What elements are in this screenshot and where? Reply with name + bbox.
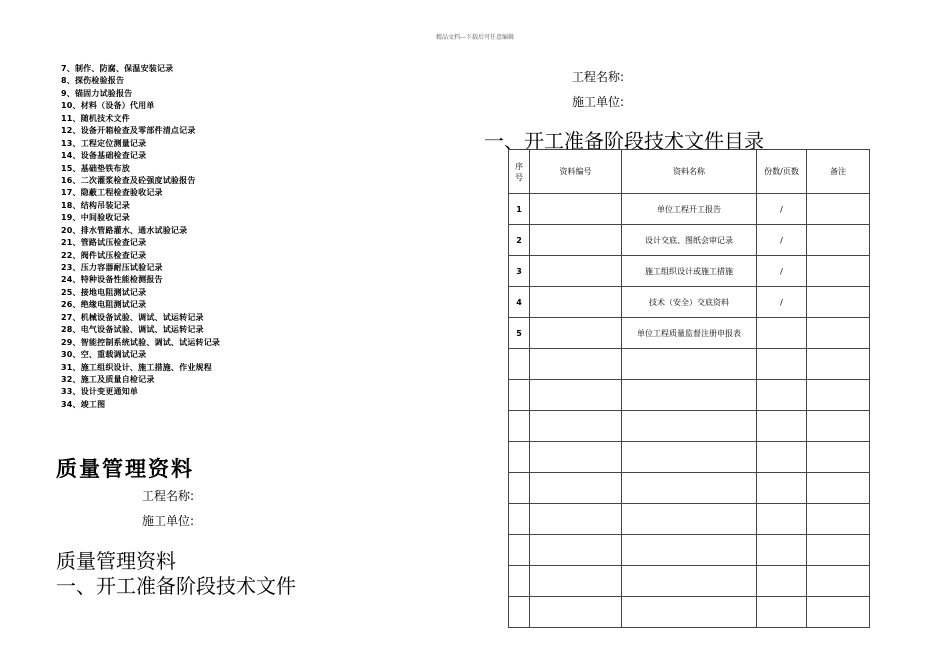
toc-cell-index: 1 [509,194,530,225]
list-item: 21、管路试压检查记录 [61,238,147,248]
list-item: 8、探伤检验报告 [61,76,125,86]
toc-cell-name: 单位工程开工报告 [622,194,757,225]
list-item: 16、二次灌浆检查及砼强度试验报告 [61,175,196,185]
toc-cell-code [530,442,622,473]
table-row [509,256,870,287]
table-row [509,194,870,225]
list-item: 29、智能控制系统试验、调试、试运转记录 [61,337,221,347]
toc-cell-index [509,535,530,566]
table-row [509,225,870,256]
toc-cell-count [757,442,807,473]
toc-cell-name [622,380,757,411]
toc-cell-name [622,349,757,380]
right-construction-unit-label: 施工单位: [572,95,625,109]
toc-cell-code [530,504,622,535]
toc-cell-count [757,597,807,628]
list-item: 30、空、重载调试记录 [61,350,147,360]
toc-cell-name: 设计交底、图纸会审记录 [622,225,757,256]
list-item: 18、结构吊装记录 [61,200,130,210]
toc-header-note: 备注 [807,150,870,194]
table-row [509,411,870,442]
table-row [509,349,870,380]
table-row [509,318,870,349]
toc-cell-count: / [757,194,807,225]
toc-cell-count [757,504,807,535]
toc-cell-count [757,473,807,504]
toc-cell-index [509,411,530,442]
toc-cell-name [622,504,757,535]
toc-header-count: 份数/页数 [757,150,807,194]
toc-cell-note [807,256,870,287]
list-item: 33、设计变更通知单 [61,387,139,397]
left-construction-unit-label: 施工单位: [142,514,195,528]
list-item: 23、压力容器耐压试验记录 [61,263,163,272]
list-item: 27、机械设备试验、调试、试运转记录 [61,312,204,322]
list-item: 7、制作、防腐、保温安装记录 [61,64,174,73]
toc-cell-count: / [757,225,807,256]
list-item: 25、接地电阻测试记录 [61,287,147,297]
toc-cell-index [509,349,530,380]
left-section-heading: 一、开工准备阶段技术文件 [56,574,296,598]
table-row [509,504,870,535]
list-item: 31、施工组织设计、施工措施、作业规程 [61,362,212,372]
list-item: 28、电气设备试验、调试、试运转记录 [61,325,204,335]
table-row [509,380,870,411]
table-row [509,287,870,318]
list-item: 20、排水管路灌水、通水试验记录 [61,225,188,235]
toc-cell-count [757,566,807,597]
record-list [61,63,220,411]
toc-cell-index [509,442,530,473]
list-item: 26、绝缘电阻测试记录 [61,300,147,310]
toc-cell-note [807,442,870,473]
toc-cell-note [807,597,870,628]
toc-cell-code [530,380,622,411]
toc-cell-note [807,504,870,535]
toc-cell-code [530,566,622,597]
list-item: 13、工程定位测量记录 [61,138,147,148]
toc-cell-note [807,535,870,566]
toc-cell-name: 技术（安全）交底资料 [622,287,757,318]
toc-cell-code [530,535,622,566]
list-item: 32、施工及质量自检记录 [61,374,155,384]
toc-cell-name [622,597,757,628]
toc-cell-count [757,349,807,380]
toc-header-name: 资料名称 [622,150,757,194]
toc-header-code: 资料编号 [530,150,622,194]
toc-cell-count [757,411,807,442]
toc-cell-note [807,473,870,504]
toc-cell-note [807,349,870,380]
quality-docs-title: 质量管理资料 [56,457,194,481]
list-item: 24、特种设备性能检测报告 [61,275,163,285]
toc-cell-count: / [757,256,807,287]
toc-cell-name: 施工组织设计或施工措施 [622,256,757,287]
toc-title: 一、开工准备阶段技术文件目录 [484,129,764,153]
list-item: 17、隐蔽工程检查验收记录 [61,188,163,198]
list-item: 14、设备基础检查记录 [61,151,147,161]
toc-table [508,149,870,628]
toc-cell-index [509,566,530,597]
toc-cell-count [757,380,807,411]
toc-cell-name [622,473,757,504]
list-item: 22、阀件试压检查记录 [61,250,147,260]
toc-cell-code [530,411,622,442]
left-project-name-label: 工程名称: [142,489,195,503]
toc-cell-code [530,318,622,349]
table-row [509,473,870,504]
toc-cell-name [622,442,757,473]
table-row [509,597,870,628]
toc-cell-index [509,380,530,411]
toc-cell-note [807,380,870,411]
right-project-name-label: 工程名称: [572,70,625,84]
toc-header-index-text: 序号 [515,161,523,182]
list-item: 15、基础垫铁布放 [61,163,130,173]
list-item: 12、设备开箱检查及零部件清点记录 [61,126,196,136]
toc-cell-name [622,535,757,566]
toc-cell-code [530,225,622,256]
toc-cell-code [530,597,622,628]
toc-cell-index: 4 [509,287,530,318]
table-row [509,566,870,597]
table-row [509,442,870,473]
toc-header-index [509,150,530,194]
toc-cell-index: 2 [509,225,530,256]
list-item: 9、锚固力试验报告 [61,88,133,98]
toc-cell-note [807,287,870,318]
toc-cell-count [757,535,807,566]
toc-cell-name [622,566,757,597]
toc-cell-code [530,349,622,380]
toc-cell-index [509,504,530,535]
left-subtitle: 质量管理资料 [56,549,176,573]
header-note: 精品文档---下载后可任意编辑 [435,34,515,41]
list-item: 11、随机技术文件 [61,113,130,123]
list-item: 34、竣工图 [61,399,106,409]
toc-cell-name: 单位工程质量监督注册申报表 [622,318,757,349]
toc-cell-note [807,318,870,349]
toc-cell-count [757,318,807,349]
toc-cell-note [807,411,870,442]
toc-cell-name [622,411,757,442]
list-item: 19、中间验收记录 [61,213,130,223]
toc-cell-code [530,256,622,287]
table-row [509,535,870,566]
toc-cell-index [509,473,530,504]
toc-cell-index [509,597,530,628]
toc-header-row [509,150,870,194]
toc-cell-code [530,194,622,225]
toc-cell-code [530,287,622,318]
list-item: 10、材料（设备）代用单 [61,101,155,111]
toc-cell-note [807,566,870,597]
toc-cell-count: / [757,287,807,318]
toc-cell-index: 3 [509,256,530,287]
toc-cell-code [530,473,622,504]
toc-cell-index: 5 [509,318,530,349]
toc-cell-note [807,225,870,256]
toc-cell-note [807,194,870,225]
